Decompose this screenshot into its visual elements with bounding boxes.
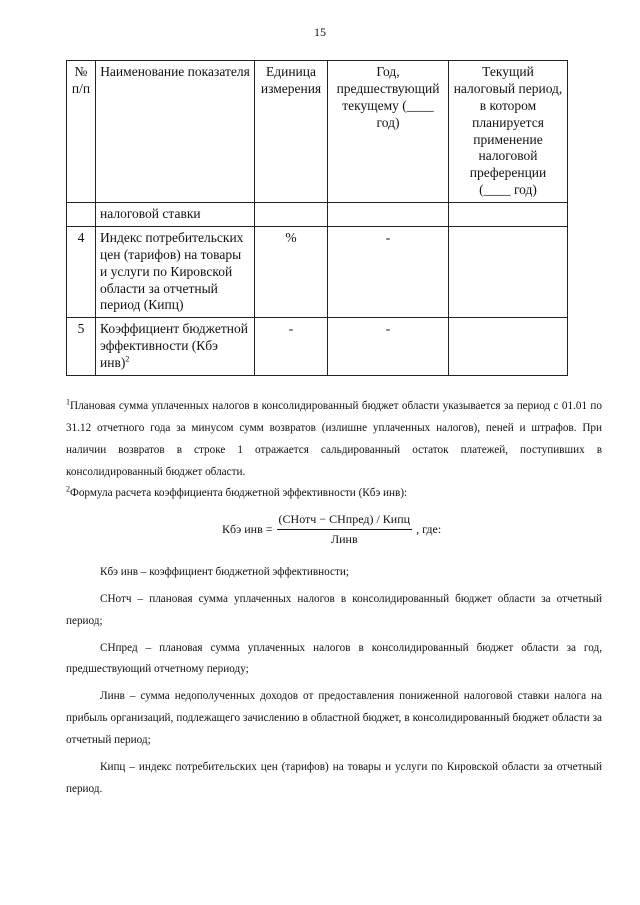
header-unit: Единица измерения (255, 61, 328, 203)
cell-prev: - (328, 226, 449, 317)
footnote-1-marker: 1 (66, 397, 70, 407)
footnote-2 (66, 483, 602, 505)
formula-numerator: (СНотч − СНпред) / Кипц (277, 512, 413, 530)
cell-name: Индекс потребительских цен (тарифов) на товары и услуги по Кировской области за отчетный период (Кипц) (96, 226, 255, 317)
cell-name-text: Коэффициент бюджетной эффективности (Кбэ инв) (100, 321, 248, 370)
cell-name: налоговой ставки (96, 203, 255, 227)
cell-unit (255, 203, 328, 227)
cell-prev (328, 203, 449, 227)
footnote-2-text: Формула расчета коэффициента бюджетной эффективности (Кбэ инв): (70, 487, 408, 500)
cell-current (449, 203, 568, 227)
formula-definitions (66, 562, 602, 805)
definition-l-inv: Линв – сумма недополученных доходов от предоставления пониженной налоговой ставки налога на прибыль организаций, подлежащего зачислению в областной бюджет, в консолидированный бюджет области за отчетный период; (66, 690, 602, 746)
cell-name (96, 318, 255, 376)
cell-num: 5 (67, 318, 96, 376)
table-header-row (67, 61, 568, 203)
definition-k-ipc: Кипц – индекс потребительских цен (тарифов) на товары и услуги по Кировской области за отчетный период. (66, 760, 602, 795)
cell-prev: - (328, 318, 449, 376)
footnotes (66, 396, 602, 505)
cell-num: 4 (67, 226, 96, 317)
formula-lhs: Кбэ инв = (222, 522, 273, 536)
cell-current (449, 226, 568, 317)
table-row (67, 203, 568, 227)
definition-k-be: Кбэ инв – коэффициент бюджетной эффективности; (100, 566, 349, 578)
formula-fraction (277, 512, 413, 547)
table-row (67, 226, 568, 317)
footnote-2-marker: 2 (66, 484, 70, 494)
table-row (67, 318, 568, 376)
formula-denominator: Линв (330, 532, 358, 546)
definition-sn-pred: СНпред – плановая сумма уплаченных налогов в консолидированный бюджет области за год, предшествующий отчетному периоду; (66, 641, 602, 676)
cell-num (67, 203, 96, 227)
page-number: 15 (314, 25, 326, 39)
header-current-period: Текущий налоговый период, в котором планируется применение налоговой преференции (____ год) (449, 61, 568, 203)
cell-current (449, 318, 568, 376)
header-num: № п/п (67, 61, 96, 203)
header-prev-year: Год, предшествующий текущему (____ год) (328, 61, 449, 203)
definition-sn-otch: СНотч – плановая сумма уплаченных налогов в консолидированный бюджет области за отчетный период; (66, 592, 602, 627)
header-name: Наименование показателя (96, 61, 255, 203)
formula (222, 512, 441, 547)
indicators-table (66, 60, 568, 376)
footnote-1 (66, 396, 602, 483)
footnote-ref: 2 (125, 354, 130, 364)
cell-unit: - (255, 318, 328, 376)
formula-suffix: , где: (416, 522, 442, 536)
footnote-1-text: Плановая сумма уплаченных налогов в консолидированный бюджет области указывается за период с 01.01 по 31.12 отчетного года за минусом сумм возвратов (излишне уплаченных налогов), пеней и штрафов. При наличии возвратов в строке 1 отражается сальдированный остаток платежей, поступивших в консолидированный бюджет области. (66, 400, 602, 478)
cell-unit: % (255, 226, 328, 317)
